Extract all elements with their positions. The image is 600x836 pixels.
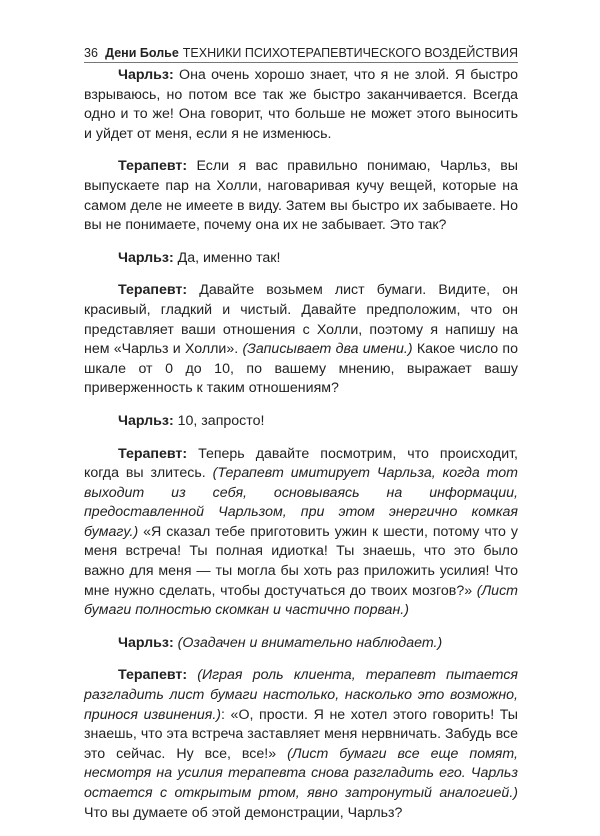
stage-direction: (Озадачен и внимательно наблюдает.): [173, 634, 443, 651]
stage-direction: (Записывает два имени.): [242, 341, 413, 358]
stage-direction: (Лист бумаги все еще помят, несмотря на усилия терапевта снова разгладить его. Чарльз остается с открытым ртом, явно затронутый аналогией.): [84, 745, 518, 801]
stage-direction: (Лист бумаги полностью скомкан и частично порван.): [84, 582, 518, 619]
author-name: Дени Больe: [105, 46, 179, 60]
page-number: 36: [84, 46, 98, 60]
speech-text: Какое число по шкале от 0 до 10, по вашему мнению, выражает вашу приверженность к таким отношениям?: [84, 341, 518, 397]
dialogue-paragraph: [84, 157, 518, 235]
dialogue-paragraph: [84, 66, 518, 144]
speaker-name: Чарльз:: [118, 249, 174, 266]
speaker-name: Терапевт:: [118, 445, 188, 462]
dialogue-paragraph: [84, 281, 518, 399]
book-title: ТЕХНИКИ ПСИХОТЕРАПЕВТИЧЕСКОГО ВОЗДЕЙСТВИЯ: [182, 46, 518, 60]
speech-text: Да, именно так!: [173, 249, 281, 266]
speech-text: Если я вас правильно понимаю, Чарльз, вы выпускаете пар на Холли, наговаривая кучу вещей, которые на самом деле не имеете в виду. Затем вы быстро их забываете. Но вы не понимаете, почему она их не забывает. Это так?: [84, 158, 518, 234]
stage-direction: (Играя роль клиента, терапевт пытается разгладить лист бумаги настолько, насколько это возможно, принося извинения.): [84, 667, 518, 723]
dialogue-paragraph: [84, 445, 518, 621]
speaker-name: Чарльз:: [118, 412, 174, 429]
dialogue-paragraph: [84, 666, 518, 823]
stage-direction: (Терапевт имитирует Чарльза, когда тот выходит из себя, основываясь на информации, предоставленной Чарльзом, при этом энергично комкая бумагу.): [84, 465, 518, 540]
dialogue-paragraph: [84, 249, 518, 269]
dialogue-paragraph: [84, 412, 518, 432]
speech-text: : «О, прости. Я не хотел этого говорить! Ты знаешь, что эта встреча заставляет меня нервничать. Забудь все это сейчас. Ну все, все!»: [84, 706, 518, 762]
speaker-name: Терапевт:: [118, 282, 188, 299]
speech-text: «Я сказал тебе приготовить ужин к шести, потому что у меня встреча! Ты полная идиотка! Ты знаешь, что это было важно для меня — ты могла бы хоть раз приложить усилия! Что мне нужно сделать, чтобы достучаться до твоих мозгов?»: [84, 523, 518, 599]
speaker-name: Чарльз:: [118, 634, 174, 651]
page-header: [84, 42, 518, 60]
speaker-name: Чарльз:: [118, 67, 174, 83]
speech-text: Теперь давайте посмотрим, что происходит, когда вы злитесь.: [84, 445, 518, 482]
speech-text: Что вы думаете об этой демонстрации, Чарльз?: [84, 804, 403, 821]
speaker-name: Терапевт:: [118, 667, 188, 684]
speech-text: Давайте возьмем лист бумаги. Видите, он красивый, гладкий и чистый. Давайте предположим, что он представляет ваши отношения с Холли, поэтому я напишу на нем «Чарльз и Холли».: [84, 282, 518, 358]
running-head: [105, 46, 518, 60]
header-rule: [84, 62, 518, 63]
speech-text: 10, запросто!: [173, 412, 265, 429]
dialogue-paragraph: [84, 634, 518, 654]
dialogue-text: [84, 66, 518, 836]
speaker-name: Терапевт:: [118, 158, 188, 175]
speech-text: Она очень хорошо знает, что я не злой. Я быстро взрываюсь, но потом все так же быстро заканчивается. Всегда одно и то же! Она говорит, что больше не может этого выносить и уйдет от меня, если я не изменюсь.: [84, 67, 518, 142]
